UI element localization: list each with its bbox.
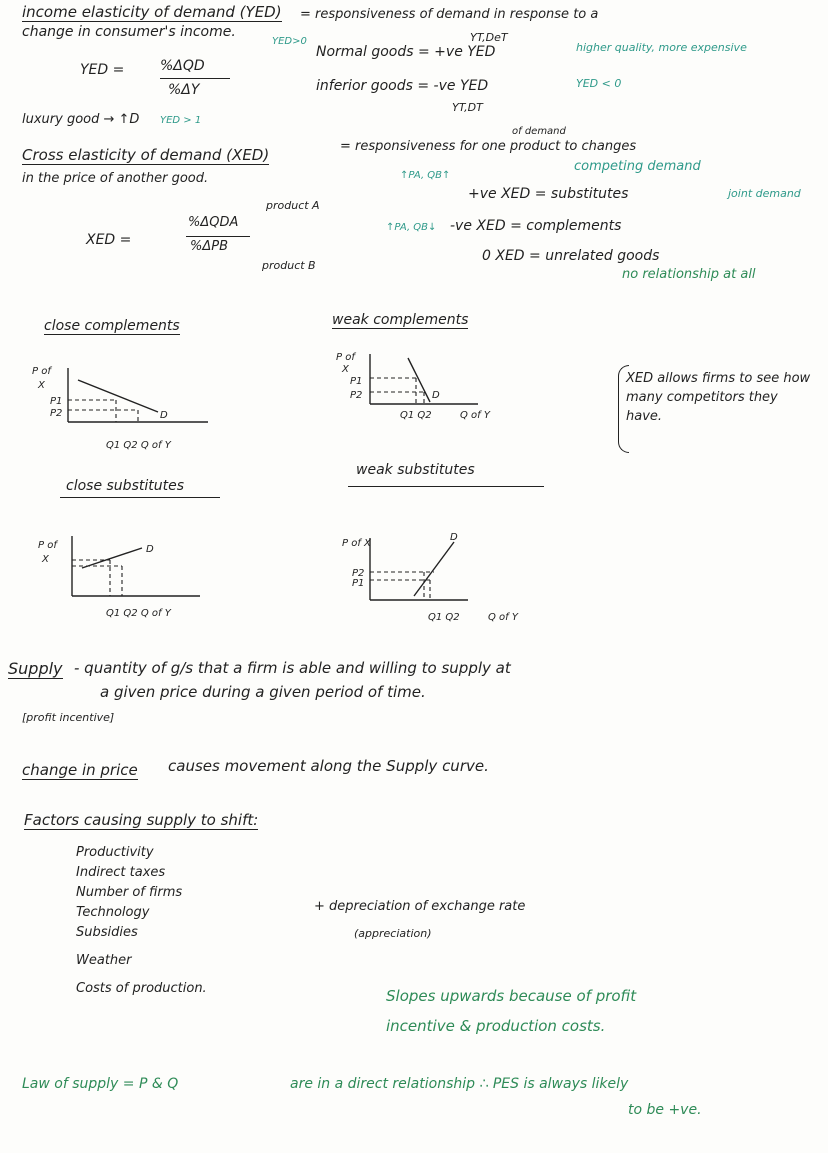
close-substitutes-graph	[30, 530, 230, 630]
weak-substitutes-title: weak substitutes	[356, 462, 475, 478]
yed-inferior-note: YED < 0	[576, 77, 622, 90]
slopes-note-1: Slopes upwards because of profit	[386, 987, 637, 1005]
xed-joint: joint demand	[728, 187, 801, 200]
slopes-note-2: incentive & production costs.	[386, 1017, 606, 1035]
yed-arrow-note: YT,DeT	[470, 31, 508, 44]
axis-x-label: X	[42, 554, 49, 565]
xed-definition-2: in the price of another good.	[22, 171, 209, 186]
supply-movement-post: causes movement along the Supply curve.	[168, 757, 489, 775]
weak-substitutes-rule	[348, 486, 544, 487]
xed-formula-lhs: XED =	[86, 232, 132, 248]
d-label: D	[146, 544, 154, 555]
qy-label: Q of Y	[460, 410, 490, 421]
xed-heading: Cross elasticity of demand (XED)	[22, 146, 270, 164]
yed-inferior: inferior goods = -ve YED	[316, 78, 489, 94]
weak-complements-title: weak complements	[332, 312, 469, 328]
xed-arrows-comp: ↑PA, QB↓	[386, 222, 437, 233]
p2-label: P2	[352, 568, 365, 579]
demand-curve	[82, 548, 142, 568]
xed-formula-num: %ΔQDA	[188, 215, 239, 230]
factors-heading: Factors causing supply to shift:	[24, 811, 259, 829]
change-in-price: change in price	[22, 761, 138, 779]
weak-substitutes-graph	[328, 528, 528, 628]
yed-luxury-note: YED > 1	[160, 115, 202, 126]
close-complements-title: close complements	[44, 318, 180, 334]
yed-heading: income elasticity of demand (YED)	[22, 3, 282, 21]
demand-curve	[414, 542, 454, 596]
xed-no-relationship: no relationship at all	[622, 267, 756, 282]
yed-definition-1: = responsiveness of demand in response to a	[300, 7, 599, 22]
yed-gt0: YED>0	[272, 36, 307, 47]
axis-p-label: P of	[32, 366, 51, 377]
q-label: Q1 Q2 Q of Y	[106, 608, 171, 619]
d-label: D	[160, 410, 168, 421]
p2-label: P2	[350, 390, 363, 401]
xed-plus: +ve XED = substitutes	[468, 186, 629, 202]
factor-item: Technology	[76, 905, 150, 920]
xed-fraction-bar	[186, 236, 250, 237]
law-end: to be +ve.	[628, 1102, 702, 1118]
axis-x-label: X	[342, 364, 349, 375]
yed-luxury: luxury good → ↑D	[22, 112, 140, 127]
factor-item: Weather	[76, 953, 132, 968]
p1-label: P1	[50, 396, 63, 407]
factor-item: Subsidies	[76, 925, 138, 940]
law-relationship: are in a direct relationship ∴ PES is always likely	[290, 1076, 629, 1092]
law-of-supply: Law of supply = P & Q	[22, 1076, 179, 1092]
yed-definition-2: change in consumer's income.	[22, 24, 236, 40]
xed-product-a: product A	[266, 199, 320, 212]
factor-item: Number of firms	[76, 885, 183, 900]
q-label: Q1 Q2	[400, 410, 432, 421]
supply-label: Supply	[8, 659, 63, 678]
factor-item: Indirect taxes	[76, 865, 166, 880]
demand-curve	[78, 380, 158, 412]
supply-movement-pre	[22, 762, 138, 779]
axis-x-label: X	[38, 380, 45, 391]
supply-definition-2: a given price during a given period of time.	[100, 683, 426, 701]
qy-label: Q of Y	[488, 612, 518, 623]
xed-of-demand: of demand	[512, 126, 566, 137]
p1-label: P1	[350, 376, 363, 387]
yed-fraction-bar	[160, 78, 230, 79]
xed-definition-1: = responsiveness for one product to changes	[340, 139, 637, 154]
yed-formula-lhs: YED =	[80, 62, 125, 78]
yed-normal-note: higher quality, more expensive	[576, 41, 747, 54]
yed-inferior-arrows: YT,DT	[452, 101, 483, 114]
d-label: D	[450, 532, 458, 543]
close-substitutes-rule	[60, 497, 220, 498]
xed-minus: -ve XED = complements	[450, 218, 622, 234]
factor-item: Costs of production.	[76, 981, 207, 996]
xed-arrows-sub: ↑PA, QB↑	[400, 170, 451, 181]
xed-zero: 0 XED = unrelated goods	[482, 248, 660, 264]
yed-normal: Normal goods = +ve YED	[316, 44, 496, 60]
axis-p-label: P of	[38, 540, 57, 551]
close-complements-graph	[28, 360, 228, 460]
xed-competing: competing demand	[574, 159, 701, 174]
factor-item: Productivity	[76, 845, 154, 860]
supply-definition-1: - quantity of g/s that a firm is able and willing to supply at	[74, 659, 511, 677]
appreciation-note: (appreciation)	[354, 927, 432, 940]
exchange-rate-note: + depreciation of exchange rate	[314, 899, 526, 914]
d-label: D	[432, 390, 440, 401]
supply-profit: [profit incentive]	[22, 711, 115, 724]
yed-formula-num: %ΔQD	[160, 58, 205, 74]
xed-formula-den: %ΔPB	[190, 239, 229, 254]
xed-note-box: XED allows firms to see how many competitors they have.	[626, 371, 811, 424]
q-label: Q1 Q2	[428, 612, 460, 623]
axis-px-label: P of X	[342, 538, 371, 549]
close-substitutes-title: close substitutes	[66, 478, 184, 494]
weak-complements-graph	[328, 348, 528, 438]
yed-formula-den: %ΔY	[168, 82, 200, 98]
axis-p-label: P of	[336, 352, 355, 363]
p1-label: P1	[352, 578, 365, 589]
xed-product-b: product B	[262, 259, 316, 272]
p2-label: P2	[50, 408, 63, 419]
demand-curve	[408, 358, 430, 402]
q-label: Q1 Q2 Q of Y	[106, 440, 171, 451]
